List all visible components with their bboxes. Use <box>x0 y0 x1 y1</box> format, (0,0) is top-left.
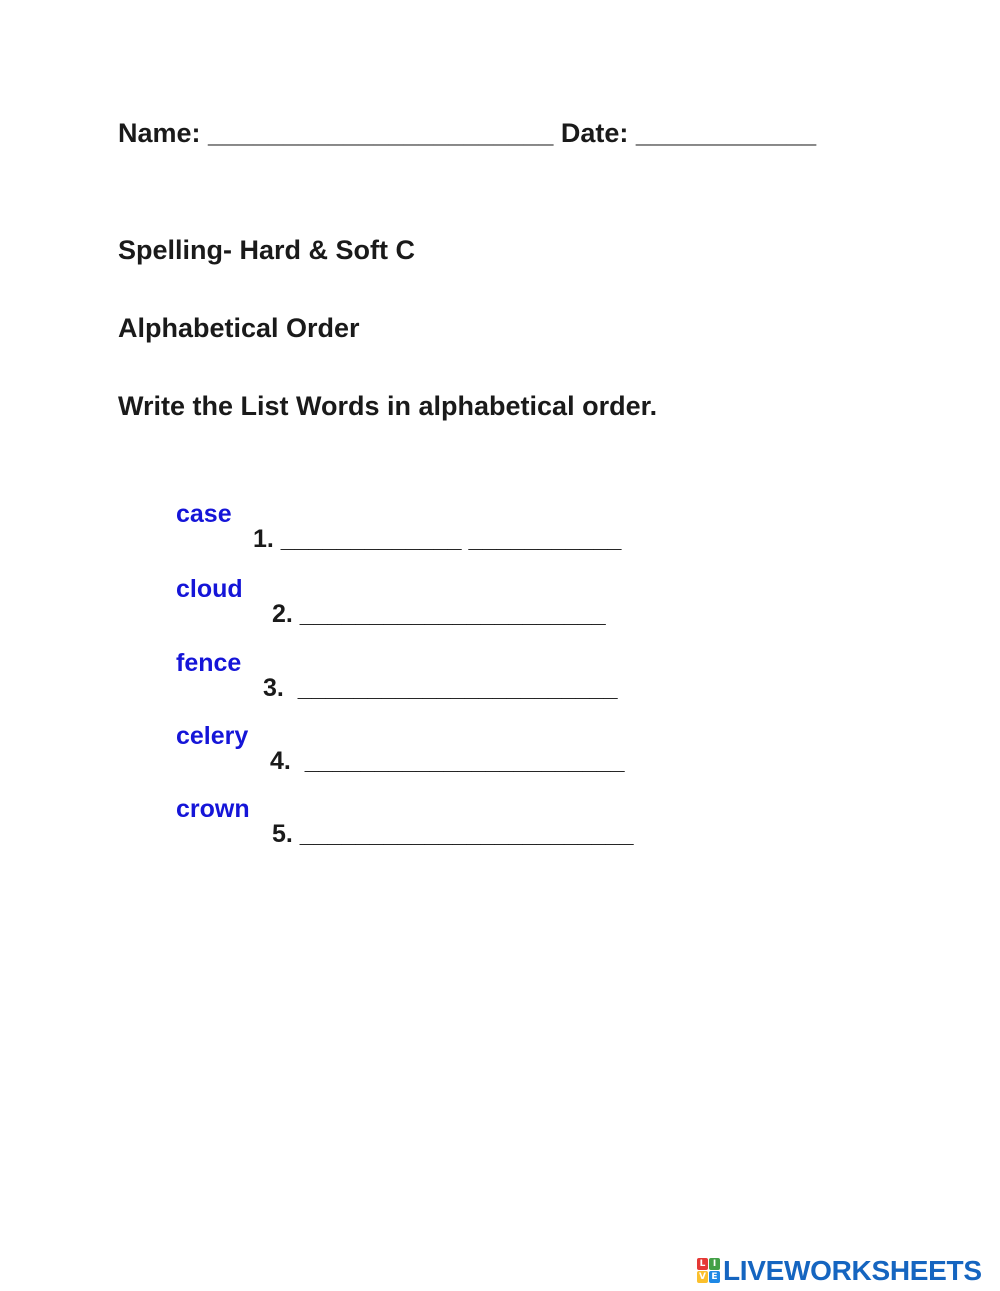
list-item <box>0 552 606 628</box>
list-word: crown <box>176 795 250 823</box>
answer-line[interactable]: 4. _______________________ <box>270 747 625 775</box>
list-item <box>0 477 622 553</box>
worksheet-title: Spelling- Hard & Soft C <box>118 235 415 265</box>
name-date-line: Name: _______________________ Date: ____________ <box>118 118 817 148</box>
answer-line[interactable]: 2. ______________________ <box>272 600 606 628</box>
list-word: fence <box>176 649 242 677</box>
list-word: case <box>176 500 232 528</box>
list-item <box>0 699 625 775</box>
answer-line[interactable]: 3. _______________________ <box>263 674 618 702</box>
list-word: cloud <box>176 575 243 603</box>
logo-text: LIVEWORKSHEETS <box>723 1255 982 1286</box>
liveworksheets-logo-icon: L I V E <box>697 1258 721 1284</box>
answer-line[interactable]: 5. ________________________ <box>272 820 634 848</box>
list-word: celery <box>176 722 249 750</box>
worksheet-subtitle: Alphabetical Order <box>118 313 360 343</box>
instructions: Write the List Words in alphabetical order. <box>118 391 658 421</box>
list-item <box>0 772 634 848</box>
answer-line[interactable]: 1. _____________ ___________ <box>253 525 622 553</box>
list-item <box>0 626 618 702</box>
liveworksheets-logo <box>697 1257 982 1285</box>
